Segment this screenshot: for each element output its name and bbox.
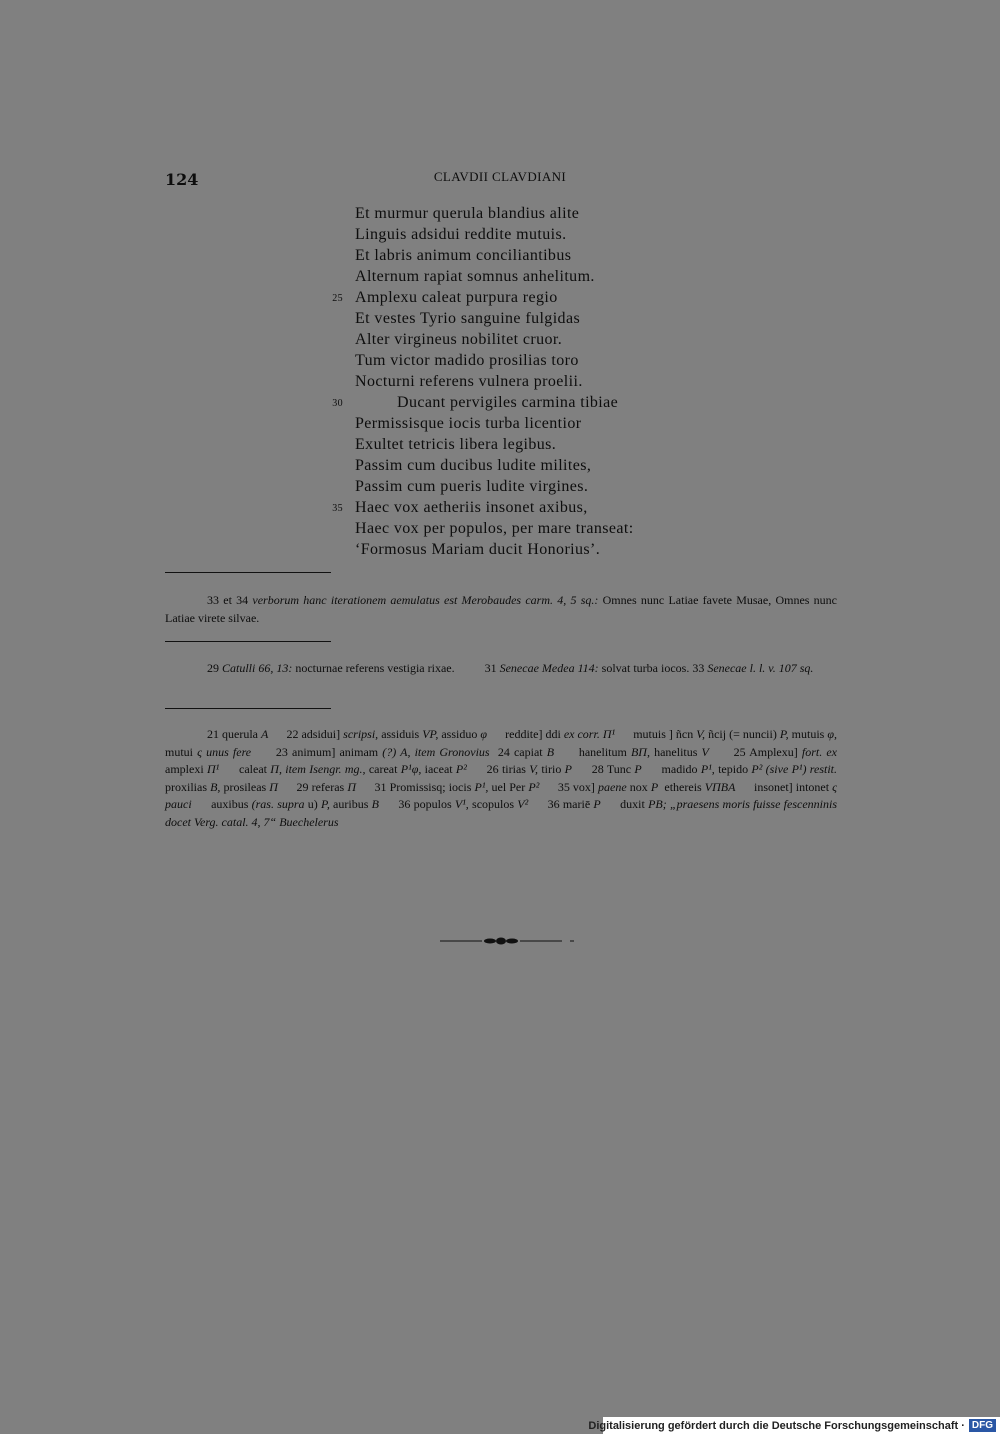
verse-text: Permissisque iocis turba licentior <box>355 415 582 432</box>
note-segment: u) <box>304 797 322 811</box>
poem-text <box>332 203 835 560</box>
verse-text: Tum victor madido prosilias toro <box>355 352 579 369</box>
note-segment: V, <box>696 727 706 741</box>
note-segment: madido <box>641 762 701 776</box>
line-number: 35 <box>332 503 343 514</box>
note-segment: verborum hanc iterationem aemulatus est Merobaudes carm. 4, 5 sq.: <box>252 593 599 607</box>
note-segment: 21 querula <box>207 727 262 741</box>
verse-line <box>355 371 835 392</box>
line-number: 30 <box>332 398 343 409</box>
verse-line <box>355 329 835 350</box>
verse-line <box>355 518 835 539</box>
verse-line <box>355 266 835 287</box>
note-segment: mutuis ] ñcn <box>615 727 697 741</box>
note-segment: nocturnae referens vestigia rixae. 31 <box>292 661 500 675</box>
note-segment: P² <box>455 762 467 776</box>
note-segment: (ras. supra <box>251 797 305 811</box>
note-segment: auribus <box>329 797 372 811</box>
note-segment: B <box>546 744 555 759</box>
note-segment: scripsi, <box>343 727 379 741</box>
note-segment: nox <box>626 779 651 794</box>
verse-text: Ducant pervigiles carmina tibiae <box>397 394 619 411</box>
testimonia-note <box>165 592 841 627</box>
note-segment: ex corr. Π¹ <box>563 727 616 741</box>
note-segment: V <box>701 744 709 759</box>
verse-text: Exultet tetricis libera legibus. <box>355 436 557 453</box>
verse-line <box>355 455 835 476</box>
verse-line <box>355 350 835 371</box>
note-segment: hanelitum <box>554 744 631 759</box>
verse-text: Haec vox aetheriis insonet axibus, <box>355 499 588 516</box>
note-segment: solvat turba iocos. 33 <box>598 661 708 675</box>
note-segment: fort. ex <box>801 744 837 759</box>
note-segment: 25 Amplexu] <box>708 744 802 759</box>
note-segment: P <box>634 762 642 776</box>
note-segment: Catulli 66, 13: <box>222 661 293 675</box>
note-segment: 29 referas <box>277 779 348 794</box>
verse-text: Alternum rapiat somnus anhelitum. <box>355 268 595 285</box>
note-segment: Π <box>269 779 278 794</box>
note-segment: A <box>261 727 269 741</box>
verse-text: ‘Formosus Mariam ducit Honorius’. <box>355 541 601 558</box>
note-segment: assiduo <box>438 727 481 741</box>
note-segment: V¹, <box>454 797 469 811</box>
note-segment: auxibus <box>191 797 252 811</box>
note-segment: iaceat <box>421 762 456 776</box>
verse-text: Amplexu caleat purpura regio <box>355 289 558 306</box>
note-segment: paene <box>598 779 627 794</box>
note-segment: 31 Promissisq; iocis <box>355 779 475 794</box>
verse-line <box>355 203 835 224</box>
note-segment: assiduis <box>378 727 423 741</box>
rule-3 <box>165 708 331 709</box>
dfg-logo-icon: DFG <box>969 1419 996 1432</box>
note-segment: Π¹ <box>206 762 220 776</box>
note-segment: P² <box>528 779 540 794</box>
note-segment: reddite] ddi <box>487 727 564 741</box>
note-segment: proxilias <box>165 762 844 794</box>
note-segment: (?) A, item Gronovius <box>382 744 490 759</box>
note-segment: B, <box>210 779 221 794</box>
note-segment: P¹, <box>474 779 489 794</box>
note-segment: Π <box>347 779 356 794</box>
verse-text: Linguis adsidui reddite mutuis. <box>355 226 567 243</box>
note-segment: ñcij (= nuncii) <box>705 727 780 741</box>
note-segment: hanelitus <box>649 744 702 759</box>
note-segment: tepido <box>714 762 752 776</box>
critical-apparatus <box>165 726 844 831</box>
verse-text: Nocturni referens vulnera proelii. <box>355 373 583 390</box>
line-number: 25 <box>332 293 343 304</box>
note-segment: 24 capiat <box>489 744 547 759</box>
note-segment: mutui <box>165 727 841 759</box>
verse-line <box>355 539 835 560</box>
note-segment: 23 animum] animam <box>251 744 383 759</box>
running-head: CLAVDII CLAVDIANI <box>433 169 567 184</box>
note-segment: 29 <box>207 661 222 675</box>
note-segment: scopulos <box>468 797 518 811</box>
note-segment: P <box>564 762 572 776</box>
rule-1 <box>165 572 331 573</box>
verse-line <box>355 476 835 497</box>
note-segment: 35 vox] <box>539 779 599 794</box>
note-segment: Senecae l. l. v. 107 sq. <box>707 661 814 675</box>
funding-banner[interactable] <box>588 1417 1000 1434</box>
note-segment: ς unus fere <box>197 744 252 759</box>
note-segment: caleat <box>219 762 271 776</box>
loci-similes-note <box>165 660 837 678</box>
note-segment: amplexi <box>165 744 840 776</box>
rule-2 <box>165 641 331 642</box>
funding-text: Digitalisierung gefördert durch die Deutsche Forschungsgemeinschaft · <box>588 1419 965 1432</box>
note-segment: P² (sive P¹) restit. <box>751 762 838 776</box>
note-segment: Senecae Medea 114: <box>499 661 599 675</box>
note-segment: careat <box>365 762 401 776</box>
note-segment: 36 populos <box>378 797 455 811</box>
verse-line <box>355 224 835 245</box>
verse-line <box>332 497 835 518</box>
verse-line <box>355 308 835 329</box>
note-segment: B <box>371 797 379 811</box>
note-segment: tirio <box>538 762 565 776</box>
note-segment: Omnes nunc Latiae favete Musae, Omnes nunc Latiae virete silvae. <box>165 593 841 625</box>
verse-line <box>355 413 835 434</box>
verse-text: Passim cum pueris ludite virgines. <box>355 478 589 495</box>
verse-line <box>355 245 835 266</box>
verse-text: Et labris animum conciliantibus <box>355 247 572 264</box>
note-segment: 28 Tunc <box>572 762 635 776</box>
verse-text: Haec vox per populos, per mare transeat: <box>355 520 634 537</box>
note-segment: 26 tirias <box>466 762 530 776</box>
note-segment: P¹, <box>700 762 715 776</box>
note-segment: Π, item Isengr. mg., <box>270 762 366 776</box>
note-segment: VΠBA <box>704 779 736 794</box>
verse-text: Et murmur querula blandius alite <box>355 205 580 222</box>
note-segment: prosileas <box>220 779 270 794</box>
note-segment: insonet] intonet <box>735 779 833 794</box>
note-segment: BΠ, <box>630 744 650 759</box>
note-segment: VP, <box>422 727 439 741</box>
verse-line <box>332 392 835 413</box>
page-number: 124 <box>165 170 199 189</box>
note-segment: ethereis <box>658 779 705 794</box>
note-segment: ς pauci <box>165 779 841 811</box>
verse-line <box>332 287 835 308</box>
note-segment: φ <box>480 727 488 741</box>
verse-line <box>355 434 835 455</box>
verse-text: Passim cum ducibus ludite milites, <box>355 457 592 474</box>
note-segment: 36 mariē <box>528 797 594 811</box>
note-segment: mutuis <box>788 727 828 741</box>
note-segment: P, <box>321 797 330 811</box>
note-segment: P, <box>779 727 789 741</box>
note-segment: P <box>593 797 601 811</box>
note-segment: 33 et 34 <box>207 593 253 607</box>
note-segment: 22 adsidui] <box>268 727 344 741</box>
note-segment: duxit <box>600 797 649 811</box>
note-segment: P¹φ, <box>400 762 422 776</box>
ornament-divider <box>440 934 580 948</box>
note-segment: P <box>650 779 659 794</box>
note-segment: uel Per <box>488 779 529 794</box>
note-segment: φ, <box>827 727 838 741</box>
verse-text: Et vestes Tyrio sanguine fulgidas <box>355 310 581 327</box>
note-segment: V² <box>517 797 529 811</box>
note-segment: PB; „praesens moris fuisse fescenninis docet Verg. catal. 4, 7“ Buechelerus <box>165 797 840 829</box>
verse-text: Alter virgineus nobilitet cruor. <box>355 331 563 348</box>
note-segment: V, <box>529 762 539 776</box>
